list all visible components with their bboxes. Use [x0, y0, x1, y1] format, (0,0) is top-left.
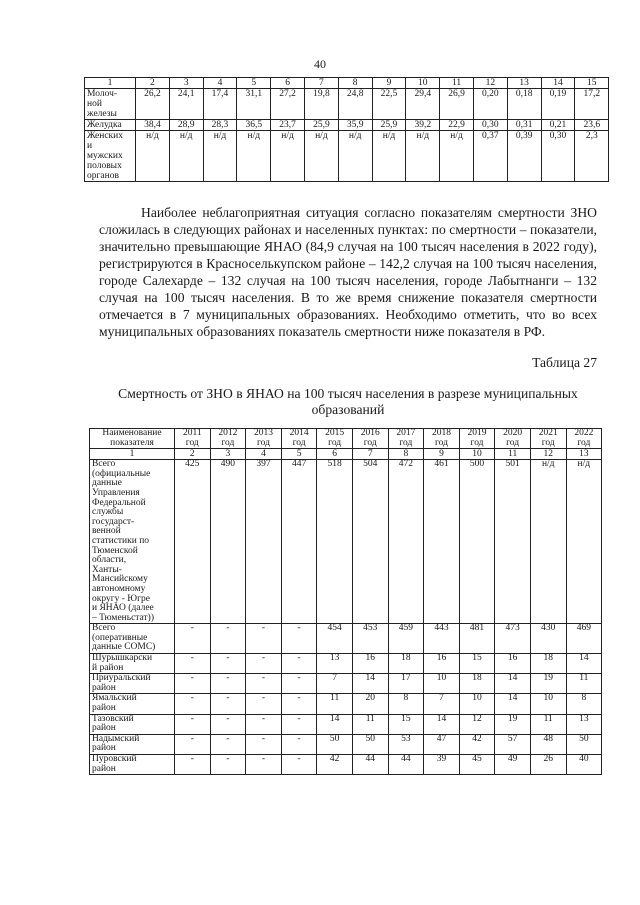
table-cell: 17 — [388, 674, 424, 694]
column-number: 9 — [372, 78, 406, 89]
row-label: Женских и мужских половых органов — [85, 131, 136, 182]
column-number: 15 — [575, 78, 609, 89]
table-cell: 48 — [530, 734, 566, 754]
table-cell: 430 — [530, 624, 566, 654]
row-label: Молоч- ной железы — [85, 89, 136, 120]
column-number: 13 — [566, 449, 602, 460]
table-cell: 501 — [495, 460, 531, 624]
table-cell: 0,21 — [541, 120, 575, 131]
table-cell: 10 — [530, 694, 566, 714]
row-label: Желудка — [85, 120, 136, 131]
table-cell: 18 — [388, 654, 424, 674]
table-cell: 40 — [566, 755, 602, 775]
table-cell: 17,2 — [575, 89, 609, 120]
table-cell: 11 — [566, 674, 602, 694]
table-cell: 443 — [424, 624, 460, 654]
table-cell: н/д — [169, 131, 203, 182]
column-number: 11 — [495, 449, 531, 460]
header-year: 2019 год — [459, 429, 495, 449]
table-cell: 18 — [459, 674, 495, 694]
header-year: 2022 год — [566, 429, 602, 449]
table-cell: 10 — [424, 674, 460, 694]
table-row — [90, 624, 602, 654]
table-row — [90, 714, 602, 734]
table-cell: 45 — [459, 755, 495, 775]
column-number: 10 — [459, 449, 495, 460]
table-cell: - — [281, 694, 317, 714]
table-cell: - — [281, 755, 317, 775]
table-cell: 24,1 — [169, 89, 203, 120]
table-cell: - — [281, 624, 317, 654]
table-cell: - — [175, 734, 211, 754]
table-row — [90, 654, 602, 674]
table-cell: 8 — [566, 694, 602, 714]
table-cell: - — [210, 734, 246, 754]
table-cell: 472 — [388, 460, 424, 624]
table-cell: 11 — [317, 694, 353, 714]
row-label: Приуральский район — [90, 674, 175, 694]
table-cell: 2,3 — [575, 131, 609, 182]
table-cell: н/д — [440, 131, 474, 182]
table-cell: - — [281, 654, 317, 674]
table-cell: 25,9 — [372, 120, 406, 131]
table-cell: 473 — [495, 624, 531, 654]
header-year: 2020 год — [495, 429, 531, 449]
table-cell: - — [175, 714, 211, 734]
table-cell: 447 — [281, 460, 317, 624]
table-cell: 19 — [495, 714, 531, 734]
body-paragraph — [99, 204, 597, 340]
column-number: 12 — [530, 449, 566, 460]
table-cell: - — [246, 674, 282, 694]
table-cell: - — [281, 714, 317, 734]
column-number: 3 — [210, 449, 246, 460]
table-cell: 19,8 — [304, 89, 338, 120]
table-cell: 0,30 — [541, 131, 575, 182]
column-number-row — [90, 449, 602, 460]
table-cell: 20 — [352, 694, 388, 714]
table-cell: 23,6 — [575, 120, 609, 131]
table-mortality-municipal — [89, 428, 602, 775]
table-cell: - — [281, 674, 317, 694]
row-label: Пуровский район — [90, 755, 175, 775]
table-cell: - — [210, 624, 246, 654]
table-cell: 13 — [317, 654, 353, 674]
table-cell: 15 — [459, 654, 495, 674]
table-cell: 28,9 — [169, 120, 203, 131]
table-cell: - — [246, 755, 282, 775]
table-cell: - — [175, 755, 211, 775]
table-cell: 57 — [495, 734, 531, 754]
table-cell: н/д — [406, 131, 440, 182]
table-cell: 22,5 — [372, 89, 406, 120]
table-cell: н/д — [372, 131, 406, 182]
column-number: 8 — [388, 449, 424, 460]
table-cell: 0,18 — [507, 89, 541, 120]
table-cell: 26 — [530, 755, 566, 775]
table-cell: - — [210, 654, 246, 674]
column-number: 9 — [424, 449, 460, 460]
table-cell: 14 — [495, 674, 531, 694]
column-number: 5 — [281, 449, 317, 460]
table-cell: 13 — [566, 714, 602, 734]
table-row — [85, 120, 609, 131]
table-cell: н/д — [271, 131, 305, 182]
column-number: 4 — [246, 449, 282, 460]
table-title: Смертность от ЗНО в ЯНАО на 100 тысяч населения в разрезе муниципальных образований — [118, 386, 578, 417]
table-cell: - — [175, 654, 211, 674]
table-cell: - — [175, 674, 211, 694]
table-cell: 0,37 — [473, 131, 507, 182]
table-cell: 50 — [566, 734, 602, 754]
column-number: 7 — [352, 449, 388, 460]
table-header-row — [85, 78, 609, 89]
table-label: Таблица 27 — [532, 355, 597, 370]
table-row — [90, 460, 602, 624]
header-year: 2013 год — [246, 429, 282, 449]
table-cell: 29,4 — [406, 89, 440, 120]
header-year: 2017 год — [388, 429, 424, 449]
row-label: Ямальский район — [90, 694, 175, 714]
table-cell: 15 — [388, 714, 424, 734]
table-cell: 500 — [459, 460, 495, 624]
table-cell: 36,5 — [237, 120, 271, 131]
table-cell: 14 — [566, 654, 602, 674]
table-cell: 14 — [424, 714, 460, 734]
table-cell: 469 — [566, 624, 602, 654]
table-cell: 17,4 — [203, 89, 237, 120]
table-cell: 39,2 — [406, 120, 440, 131]
table-cell: 12 — [459, 714, 495, 734]
table-cell: - — [210, 694, 246, 714]
column-number: 2 — [175, 449, 211, 460]
column-number: 7 — [304, 78, 338, 89]
table-row — [85, 131, 609, 182]
table-cell: 42 — [459, 734, 495, 754]
table-cell: - — [246, 714, 282, 734]
table-cell: 11 — [352, 714, 388, 734]
table-cell: 14 — [317, 714, 353, 734]
table-cell: 8 — [388, 694, 424, 714]
table-cell: 7 — [317, 674, 353, 694]
row-label: Всего (официальные данные Управления Федеральной службы государст- венной статистики по Тюменской области, Ханты- Мансийскому автономному округу - Югре и ЯНАО (далее – Тюменьстат)) — [90, 460, 175, 624]
table-cell: - — [210, 674, 246, 694]
row-label: Тазовский район — [90, 714, 175, 734]
table-cell: - — [175, 624, 211, 654]
header-year: 2021 год — [530, 429, 566, 449]
table-row — [90, 734, 602, 754]
table-cell: 19 — [530, 674, 566, 694]
table-cell: 44 — [388, 755, 424, 775]
table-cell: 31,1 — [237, 89, 271, 120]
table-cell: 49 — [495, 755, 531, 775]
column-number: 1 — [90, 449, 175, 460]
header-year: 2016 год — [352, 429, 388, 449]
table-cell: 50 — [352, 734, 388, 754]
column-number: 3 — [169, 78, 203, 89]
column-number: 2 — [136, 78, 170, 89]
table-cell: 459 — [388, 624, 424, 654]
row-label: Шурышкарски й район — [90, 654, 175, 674]
table-cell: 26,9 — [440, 89, 474, 120]
table-cell: 490 — [210, 460, 246, 624]
column-number: 14 — [541, 78, 575, 89]
column-number: 1 — [85, 78, 136, 89]
table-cell: 44 — [352, 755, 388, 775]
table-cell: - — [210, 755, 246, 775]
table-cell: 14 — [352, 674, 388, 694]
page-number: 40 — [314, 57, 326, 71]
table-cell: 0,19 — [541, 89, 575, 120]
table-cell: 18 — [530, 654, 566, 674]
header-year: 2011 год — [175, 429, 211, 449]
row-label: Надымский район — [90, 734, 175, 754]
table-cell: 53 — [388, 734, 424, 754]
header-indicator-name: Наименование показателя — [90, 429, 175, 449]
table-cell: 0,31 — [507, 120, 541, 131]
table-cell: 0,20 — [473, 89, 507, 120]
table-cell: - — [246, 654, 282, 674]
table-row — [90, 755, 602, 775]
table-cell: - — [246, 694, 282, 714]
table-cell: н/д — [566, 460, 602, 624]
table-cell: 22,9 — [440, 120, 474, 131]
table-cell: 28,3 — [203, 120, 237, 131]
table-cell: 10 — [459, 694, 495, 714]
table-cell: 454 — [317, 624, 353, 654]
table-cell: 504 — [352, 460, 388, 624]
table-cell: 425 — [175, 460, 211, 624]
table-cell: - — [246, 734, 282, 754]
table-cell: 16 — [424, 654, 460, 674]
header-year: 2015 год — [317, 429, 353, 449]
table-row — [90, 674, 602, 694]
table-cell: 42 — [317, 755, 353, 775]
table-cell: 518 — [317, 460, 353, 624]
header-year: 2012 год — [210, 429, 246, 449]
table-cell: 38,4 — [136, 120, 170, 131]
column-number: 11 — [440, 78, 474, 89]
table-header-row — [90, 429, 602, 449]
column-number: 5 — [237, 78, 271, 89]
body-paragraph-text: Наиболее неблагоприятная ситуация согласно показателям смертности ЗНО сложилась в следующих районах и населенных пунктах: по смертности – показатели, значительно превышающие ЯНАО (84,9 случая на 100 тысяч населения в 2022 году), регистрируются в Красноселькупском районе – 142,2 случая на 100 тысяч населения, городе Салехарде – 132 случая на 100 тысяч населения, городе Лабытнанги – 132 случая на 100 тысяч населения. В то же время снижение показателя смертности отмечается в 7 муниципальных образованиях. Необходимо отметить, что во всех муниципальных образованиях показатель смертности ниже показателя в РФ. — [99, 205, 597, 339]
table-cell: 453 — [352, 624, 388, 654]
table-cell: 11 — [530, 714, 566, 734]
table-cell: 461 — [424, 460, 460, 624]
column-number: 13 — [507, 78, 541, 89]
table-cell: 23,7 — [271, 120, 305, 131]
table-cell: н/д — [304, 131, 338, 182]
table-cell: 16 — [495, 654, 531, 674]
header-year: 2014 год — [281, 429, 317, 449]
table-cell: 35,9 — [338, 120, 372, 131]
table-cell: - — [175, 694, 211, 714]
column-number: 10 — [406, 78, 440, 89]
table-cell: 0,39 — [507, 131, 541, 182]
table-cancer-sites — [84, 77, 609, 182]
row-label: Всего (оперативные данные СОМС) — [90, 624, 175, 654]
table-cell: 25,9 — [304, 120, 338, 131]
table-cell: 16 — [352, 654, 388, 674]
table-cell: 27,2 — [271, 89, 305, 120]
column-number: 4 — [203, 78, 237, 89]
table-cell: - — [210, 714, 246, 734]
table-cell: 397 — [246, 460, 282, 624]
table-cell: н/д — [338, 131, 372, 182]
table-cell: 39 — [424, 755, 460, 775]
table-cell: н/д — [136, 131, 170, 182]
table-row — [85, 89, 609, 120]
table-cell: н/д — [237, 131, 271, 182]
table-cell: 0,30 — [473, 120, 507, 131]
table-cell: 26,2 — [136, 89, 170, 120]
column-number: 6 — [317, 449, 353, 460]
column-number: 6 — [271, 78, 305, 89]
header-year: 2018 год — [424, 429, 460, 449]
table-cell: 24,8 — [338, 89, 372, 120]
table-cell: н/д — [203, 131, 237, 182]
table-cell: - — [281, 734, 317, 754]
table-cell: - — [246, 624, 282, 654]
table-cell: 7 — [424, 694, 460, 714]
table-cell: 481 — [459, 624, 495, 654]
column-number: 12 — [473, 78, 507, 89]
table-cell: н/д — [530, 460, 566, 624]
table-row — [90, 694, 602, 714]
table-cell: 50 — [317, 734, 353, 754]
table-cell: 47 — [424, 734, 460, 754]
column-number: 8 — [338, 78, 372, 89]
table-cell: 14 — [495, 694, 531, 714]
